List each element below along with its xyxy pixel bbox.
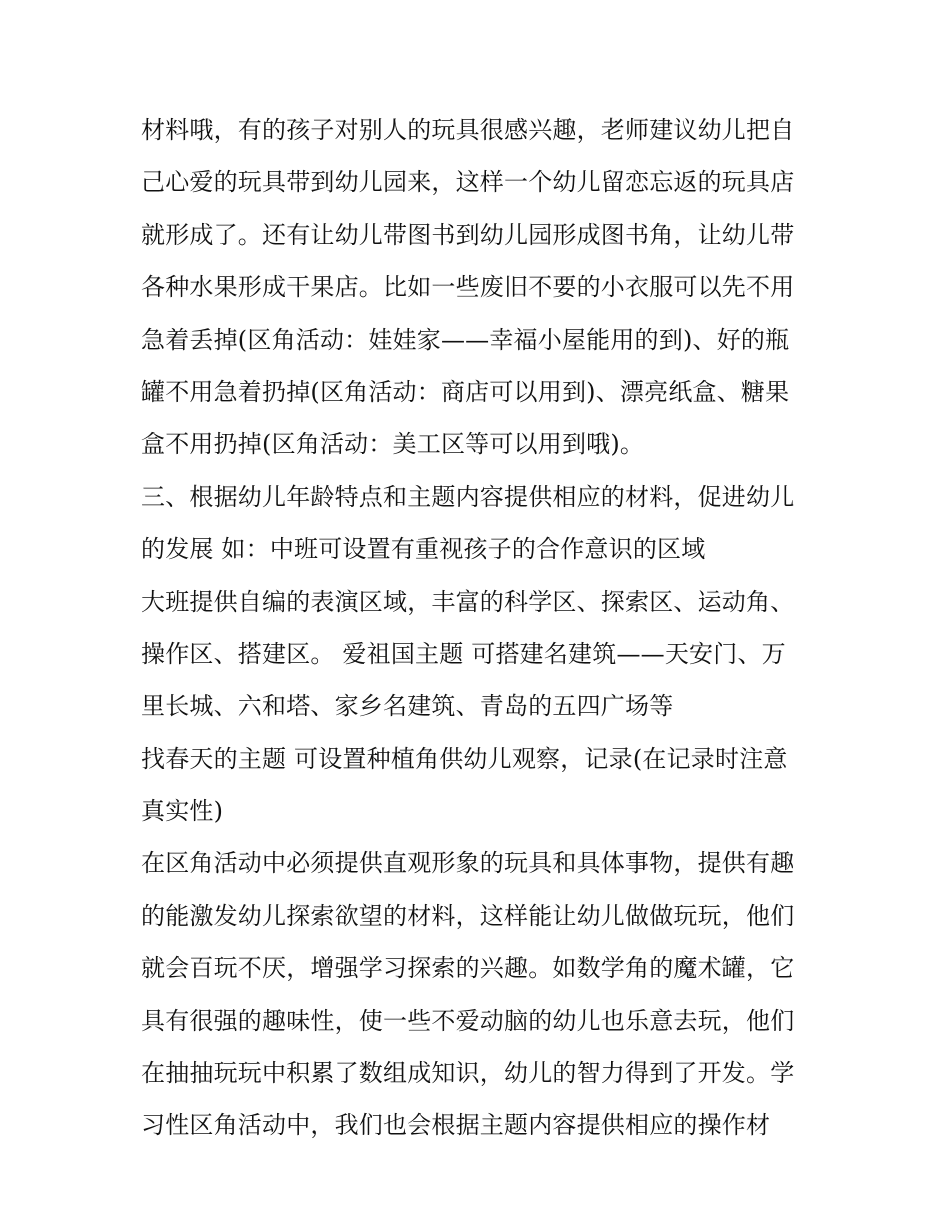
text-line: 在区角活动中必须提供直观形象的玩具和具体事物，提供有趣 bbox=[141, 849, 795, 878]
text-line: 真实性) bbox=[141, 797, 224, 826]
text-line: 罐不用急着扔掉(区角活动：商店可以用到)、漂亮纸盒、糖果 bbox=[141, 377, 790, 406]
text-line: 里长城、六和塔、家乡名建筑、青岛的五四广场等 bbox=[141, 692, 674, 721]
text-line: 习性区角活动中，我们也会根据主题内容提供相应的操作材 bbox=[141, 1111, 771, 1140]
text-line: 在抽抽玩玩中积累了数组成知识，幼儿的智力得到了开发。学 bbox=[141, 1059, 795, 1088]
text-line: 操作区、搭建区。 爱祖国主题 可搭建名建筑——天安门、万 bbox=[141, 639, 786, 668]
text-line: 材料哦，有的孩子对别人的玩具很感兴趣，老师建议幼儿把自 bbox=[141, 116, 795, 144]
text-line: 找春天的主题 可设置种植角供幼儿观察，记录(在记录时注意 bbox=[141, 744, 788, 773]
body-text bbox=[141, 104, 831, 1152]
text-line: 的发展 如：中班可设置有重视孩子的合作意识的区域 bbox=[141, 535, 706, 564]
text-line: 就会百玩不厌，增强学习探索的兴趣。如数学角的魔术罐，它 bbox=[141, 954, 795, 983]
text-line: 大班提供自编的表演区域，丰富的科学区、探索区、运动角、 bbox=[141, 587, 795, 616]
text-line: 具有很强的趣味性，使一些不爱动脑的幼儿也乐意去玩，他们 bbox=[141, 1006, 795, 1035]
text-line: 盒不用扔掉(区角活动：美工区等可以用到哦)。 bbox=[141, 430, 645, 459]
text-line: 就形成了。还有让幼儿带图书到幼儿园形成图书角，让幼儿带 bbox=[141, 220, 795, 249]
text-line: 的能激发幼儿探索欲望的材料，这样能让幼儿做做玩玩，他们 bbox=[141, 901, 795, 930]
text-line: 己心爱的玩具带到幼儿园来，这样一个幼儿留恋忘返的玩具店 bbox=[141, 168, 795, 197]
section-heading-line: 三、根据幼儿年龄特点和主题内容提供相应的材料，促进幼儿 bbox=[141, 482, 795, 511]
text-line: 急着丢掉(区角活动：娃娃家——幸福小屋能用的到)、好的瓶 bbox=[141, 325, 790, 354]
text-line: 各种水果形成干果店。比如一些废旧不要的小衣服可以先不用 bbox=[141, 273, 795, 302]
